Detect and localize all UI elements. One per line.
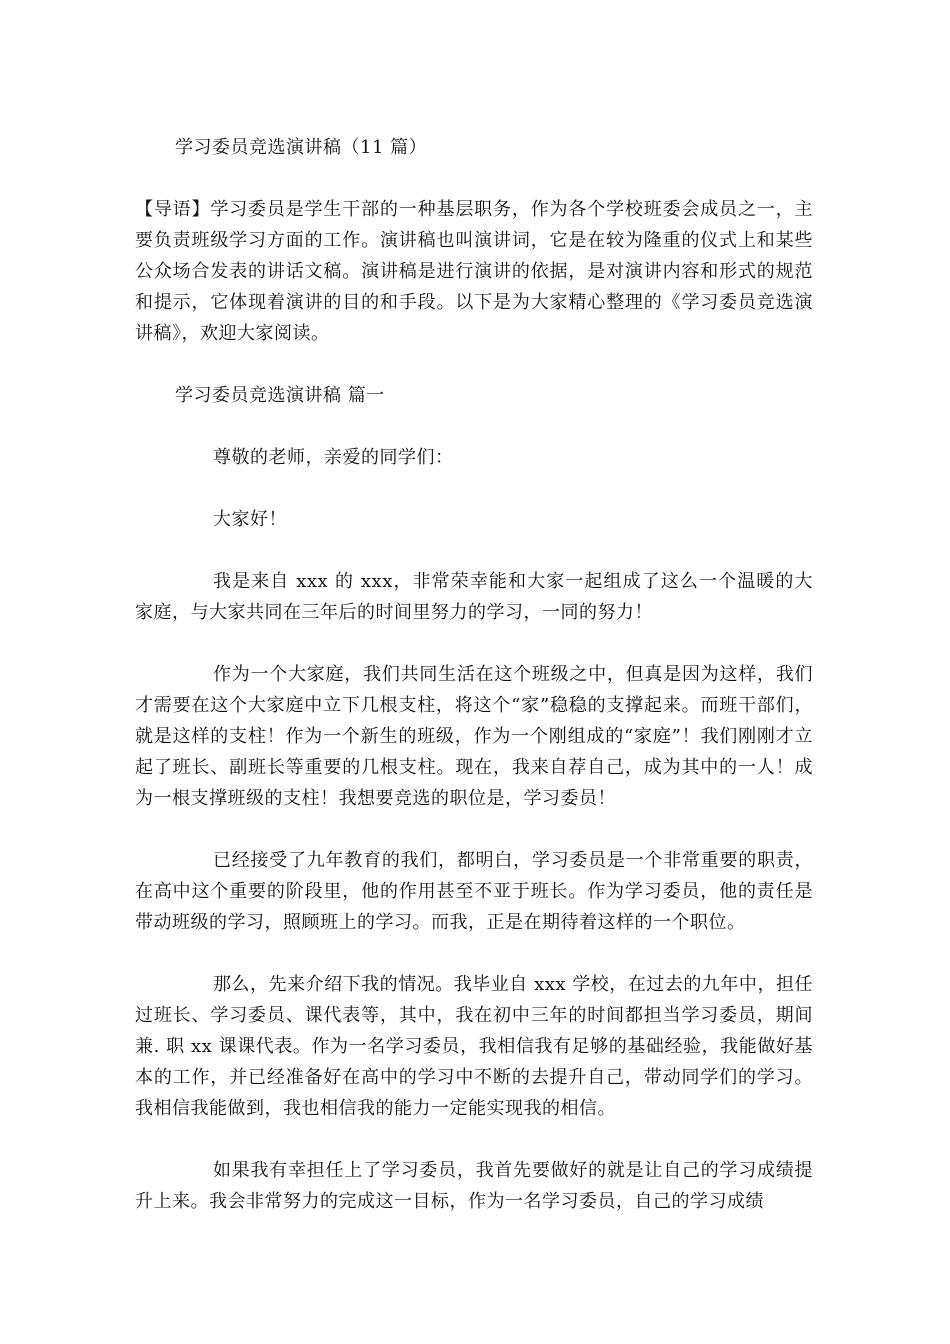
greeting: 大家好！ xyxy=(213,509,287,530)
body-paragraph: 我是来自 xxx 的 xxx，非常荣幸能和大家一起组成了这么一个温暖的大家庭，与大家共同在三年后的时间里努力的学习，一同的努力！ xyxy=(135,571,813,623)
intro-paragraph: 【导语】学习委员是学生干部的一种基层职务，作为各个学校班委会成员之一，主要负责班级学习方面的工作。演讲稿也叫演讲词，它是在较为隆重的仪式上和某些公众场合发表的讲话文稿。演讲稿是进行演讲的依据，是对演讲内容和形式的规范和提示，它体现着演讲的目的和手段。以下是为大家精心整理的《学习委员竞选演讲稿》，欢迎大家阅读。 xyxy=(135,199,813,344)
salutation: 尊敬的老师，亲爱的同学们： xyxy=(213,447,454,468)
section-title: 学习委员竞选演讲稿 篇一 xyxy=(175,385,385,406)
body-paragraph: 如果我有幸担任上了学习委员，我首先要做好的就是让自己的学习成绩提升上来。我会非常努力的完成这一目标，作为一名学习委员，自己的学习成绩 xyxy=(135,1160,813,1212)
body-paragraph: 那么，先来介绍下我的情况。我毕业自 xxx 学校，在过去的九年中，担任过班长、学习委员、课代表等，其中，我在初中三年的时间都担当学习委员，期间兼. 职 xx 课课代表。作为一名学习委员，我相信我有足够的基础经验，我能做好基本的工作，并已经准备好在高中的学习中不断的去提升自己，带动同学们的学习。我相信我能做到，我也相信我的能力一定能实现我的相信。 xyxy=(135,974,813,1119)
body-paragraph: 已经接受了九年教育的我们，都明白，学习委员是一个非常重要的职责，在高中这个重要的阶段里，他的作用甚至不亚于班长。作为学习委员，他的责任是带动班级的学习，照顾班上的学习。而我，正是在期待着这样的一个职位。 xyxy=(135,850,813,933)
body-paragraph: 作为一个大家庭，我们共同生活在这个班级之中，但真是因为这样，我们才需要在这个大家庭中立下几根支柱，将这个“家”稳稳的支撑起来。而班干部们，就是这样的支柱！作为一个新生的班级，作为一个刚组成的“家庭”！我们刚刚才立起了班长、副班长等重要的几根支柱。现在，我来自荐自己，成为其中的一人！成为一根支撑班级的支柱！我想要竞选的职位是，学习委员！ xyxy=(135,664,813,809)
document-body xyxy=(135,132,813,1248)
document-title: 学习委员竞选演讲稿（11 篇） xyxy=(175,137,428,158)
